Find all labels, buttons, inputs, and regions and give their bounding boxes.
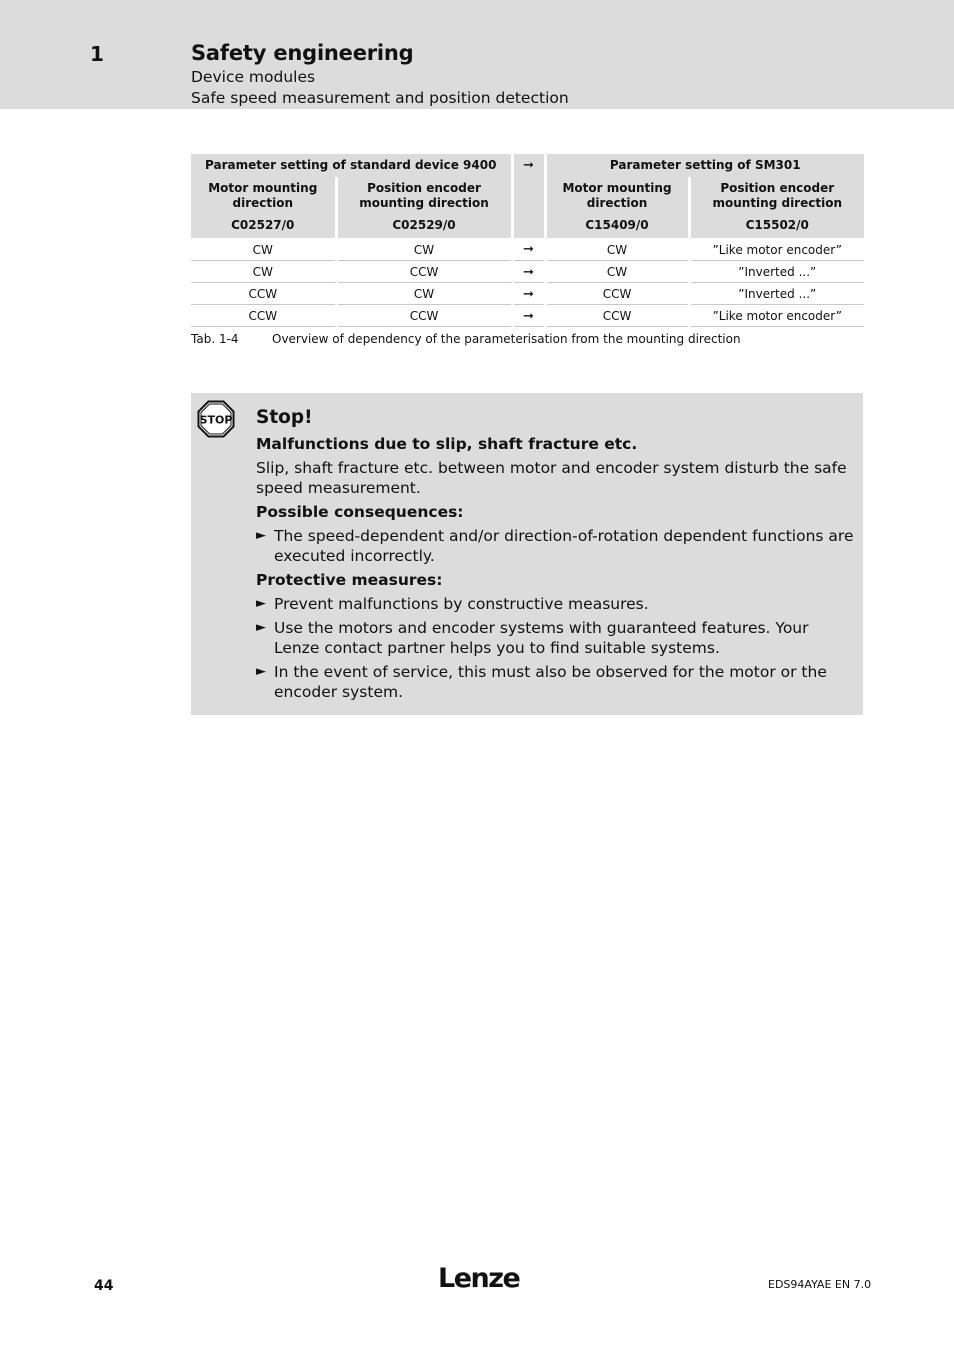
table-cell: ”Like motor encoder” [689, 304, 864, 326]
table-cell: CW [191, 238, 336, 260]
list-item-text: Use the motors and encoder systems with guaranteed features. Your Lenze contact partner helps you to find suitable systems. [274, 619, 809, 657]
table-cell: CCW [545, 282, 689, 304]
list-item [256, 662, 856, 702]
lenze-logo: Lenze [438, 1263, 520, 1294]
table-caption-id: Tab. 1-4 [191, 332, 239, 346]
bullet-arrow-icon: ► [256, 664, 266, 679]
arrow-right-icon: ➞ [512, 282, 545, 304]
stop-heading: Malfunctions due to slip, shaft fracture etc. [256, 435, 638, 453]
table-cell: ”Inverted ...” [689, 282, 864, 304]
table-cell: CCW [191, 282, 336, 304]
column-header-motor-mounting-sm301: Motor mounting direction [545, 177, 689, 215]
stop-content [256, 407, 856, 706]
arrow-right-icon: ➞ [512, 260, 545, 282]
bullet-arrow-icon: ► [256, 620, 266, 635]
group-header-sm301: Parameter setting of SM301 [545, 154, 864, 177]
chapter-title: Safety engineering [191, 41, 414, 65]
column-code-c15502: C15502/0 [689, 215, 864, 238]
consequences-list [256, 526, 856, 566]
table-caption-text: Overview of dependency of the parameterisation from the mounting direction [272, 332, 741, 346]
header-arrow-icon: ➞ [512, 154, 545, 238]
list-item [256, 618, 856, 658]
column-code-c15409: C15409/0 [545, 215, 689, 238]
list-item-text: In the event of service, this must also be observed for the motor or the encoder system. [274, 663, 827, 701]
list-item [256, 594, 856, 614]
section-subtitle-2: Safe speed measurement and position detection [191, 89, 569, 107]
table-cell: CW [336, 282, 512, 304]
table-cell: CW [191, 260, 336, 282]
list-item [256, 526, 856, 566]
bullet-arrow-icon: ► [256, 596, 266, 611]
list-item-text: Prevent malfunctions by constructive measures. [274, 595, 649, 613]
measures-list [256, 594, 856, 702]
measures-label: Protective measures: [256, 571, 443, 589]
stop-sign-icon [197, 400, 235, 438]
column-header-encoder-mounting-9400: Position encoder mounting direction [336, 177, 512, 215]
table-cell: CCW [336, 304, 512, 326]
table-cell: CW [545, 238, 689, 260]
table-row [191, 304, 864, 326]
table-cell: CW [336, 238, 512, 260]
table-row [191, 282, 864, 304]
table-caption [191, 332, 741, 346]
table-cell: CCW [191, 304, 336, 326]
consequences-label: Possible consequences: [256, 503, 464, 521]
bullet-arrow-icon: ► [256, 528, 266, 543]
column-code-c02527: C02527/0 [191, 215, 336, 238]
page-number: 44 [94, 1278, 114, 1294]
group-header-standard-device: Parameter setting of standard device 9400 [191, 154, 512, 177]
stop-notice [191, 393, 863, 715]
column-header-motor-mounting-9400: Motor mounting direction [191, 177, 336, 215]
section-subtitle-1: Device modules [191, 68, 316, 86]
list-item-text: The speed-dependent and/or direction-of-rotation dependent functions are executed incorrectly. [274, 527, 854, 565]
arrow-right-icon: ➞ [512, 238, 545, 260]
table-cell: ”Like motor encoder” [689, 238, 864, 260]
table-cell: CCW [336, 260, 512, 282]
document-id: EDS94AYAE EN 7.0 [768, 1278, 872, 1291]
stop-description: Slip, shaft fracture etc. between motor and encoder system disturb the safe speed measurement. [256, 459, 847, 497]
table-cell: CW [545, 260, 689, 282]
table-cell: ”Inverted ...” [689, 260, 864, 282]
parameter-table [191, 154, 864, 327]
stop-title: Stop! [256, 407, 313, 428]
chapter-number: 1 [90, 42, 104, 66]
table-row [191, 260, 864, 282]
column-code-c02529: C02529/0 [336, 215, 512, 238]
stop-sign-text: STOP [199, 413, 233, 427]
arrow-right-icon: ➞ [512, 304, 545, 326]
column-header-encoder-mounting-sm301: Position encoder mounting direction [689, 177, 864, 215]
table-cell: CCW [545, 304, 689, 326]
table-row [191, 238, 864, 260]
